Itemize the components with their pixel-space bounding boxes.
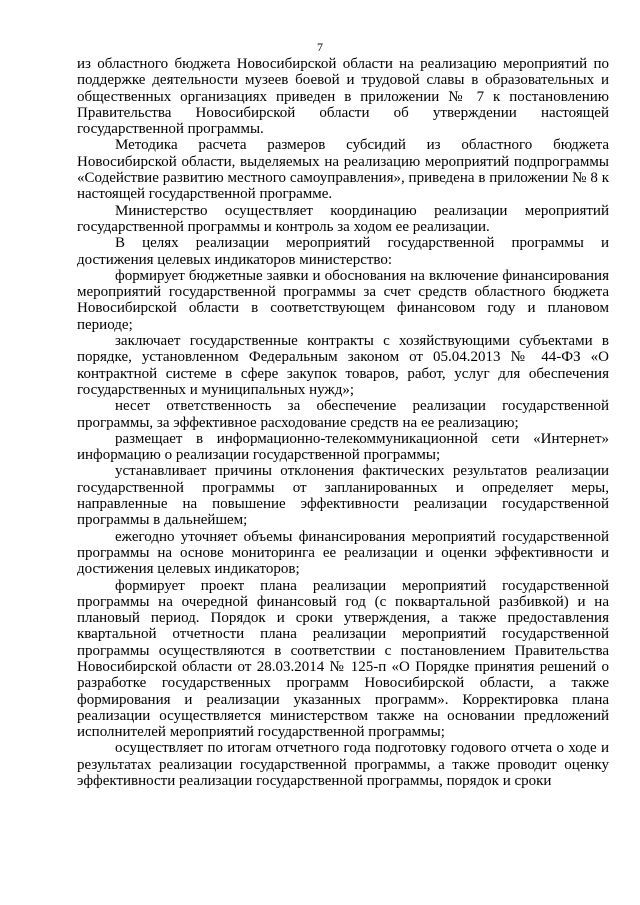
- list-item-internet-publication: размещает в информационно-телекоммуникационной сети «Интернет» информацию о реализации государственной программы;: [77, 430, 609, 464]
- list-item-implementation-plan: формирует проект плана реализации мероприятий государственной программы на очередной финансовый год (с поквартальной разбивкой) и на плановый период. Порядок и сроки утверждения, а также предоставления квартальной отчетности плана реализации мероприятий государственной программы осуществляются в соответствии с постановлением Правительства Новосибирской области от 28.03.2014 № 125-п «О Порядке принятия решений о разработке государственных программ Новосибирской области, а также формирования и реализации указанных программ». Корректировка плана реализации осуществляется министерством также на основании предложений исполнителей мероприятий государственной программы;: [77, 577, 609, 741]
- list-item-deviation-causes: устанавливает причины отклонения фактических результатов реализации государственной программы от запланированных и определяет меры, направленные на повышение эффективности реализации государственной программы в дальнейшем;: [77, 463, 609, 529]
- list-item-state-contracts: заключает государственные контракты с хозяйствующими субъектами в порядке, установленном Федеральным законом от 05.04.2013 № 44-ФЗ «О контрактной системе в сфере закупок товаров, работ, услуг для обеспечения государственных и муниципальных нужд»;: [77, 333, 609, 398]
- list-item-annual-report: осуществляет по итогам отчетного года подготовку годового отчета о ходе и результатах реализации государственной программы, а также проводит оценку эффективности реализации государственной программы, порядок и сроки: [77, 740, 609, 790]
- list-item-annual-adjustment: ежегодно уточняет объемы финансирования мероприятий государственной программы на основе мониторинга ее реализации и оценки эффективности и достижения целевых индикаторов;: [77, 528, 609, 578]
- paragraph-ministry-duties-intro: В целях реализации мероприятий государственной программы и достижения целевых индикаторов министерство:: [77, 235, 609, 268]
- paragraph-ministry-coordination: Министерство осуществляет координацию реализации мероприятий государственной программы и контроль за ходом ее реализации.: [77, 202, 609, 235]
- document-body: [77, 56, 609, 789]
- list-item-budget-requests: формирует бюджетные заявки и обоснования на включение финансирования мероприятий государственной программы за счет средств областного бюджета Новосибирской области в соответствующем финансовом году и плановом периоде;: [77, 267, 609, 333]
- paragraph-continuation: из областного бюджета Новосибирской области на реализацию мероприятий по поддержке деятельности музеев боевой и трудовой славы в образовательных и общественных организациях приведен в приложении № 7 к постановлению Правительства Новосибирской области об утверждении настоящей государственной программы.: [77, 56, 609, 138]
- paragraph-methodology: Методика расчета размеров субсидий из областного бюджета Новосибирской области, выделяемых на реализацию мероприятий подпрограммы «Содействие развитию местного самоуправления», приведена в приложении № 8 к настоящей государственной программе.: [77, 137, 609, 203]
- page-number: 7: [317, 40, 323, 54]
- list-item-responsibility: несет ответственность за обеспечение реализации государственной программы, за эффективное расходование средств на ее реализацию;: [77, 398, 609, 431]
